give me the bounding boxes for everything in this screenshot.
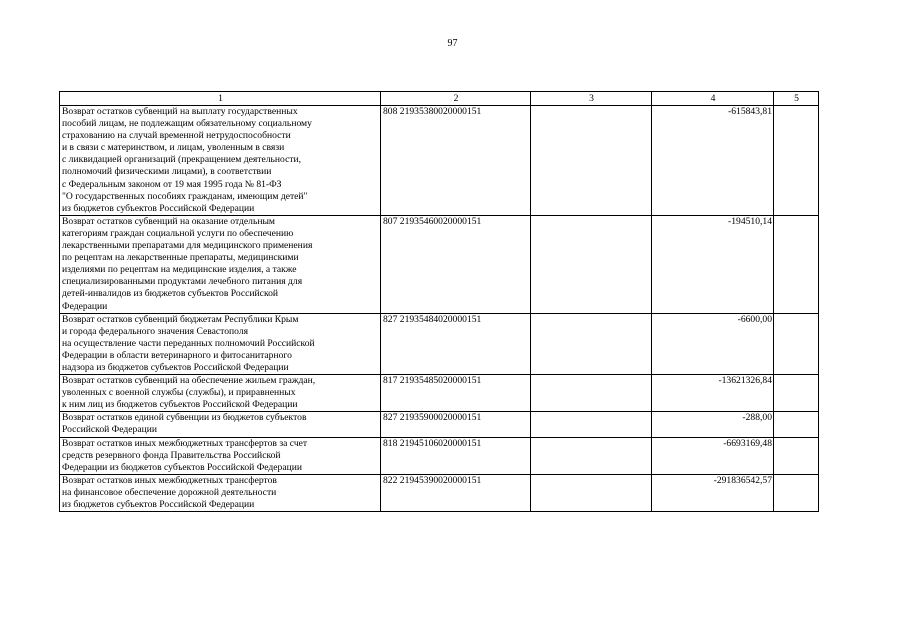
row-col5 (774, 375, 819, 412)
table-row (60, 313, 819, 374)
row-amount: -615843,81 (652, 106, 774, 216)
row-code: 808 21935380020000151 (381, 106, 531, 216)
row-col5 (774, 106, 819, 216)
row-code: 807 21935460020000151 (381, 215, 531, 313)
row-col3 (531, 106, 652, 216)
row-amount: -13621326,84 (652, 375, 774, 412)
table-row (60, 375, 819, 412)
row-col3 (531, 215, 652, 313)
table-row (60, 474, 819, 511)
row-code: 822 21945390020000151 (381, 474, 531, 511)
row-col5 (774, 412, 819, 437)
page-number: 97 (447, 38, 458, 49)
row-name: Возврат остатков субвенций на выплату государственных пособий лицам, не подлежащим обязательному социальному страхованию на случай временной нетрудоспособности и в связи с материнством, и лицам, уволенным в связи с ликвидацией организаций (прекращением деятельности, полномочий физическими лицами), в соответствии с Федеральным законом от 19 мая 1995 года № 81-ФЗ "О государственных пособиях гражданам, имеющим детей" из бюджетов субъектов Российской Федерации (60, 106, 381, 216)
row-amount: -6600,00 (652, 313, 774, 374)
row-name: Возврат остатков субвенций на обеспечение жильем граждан, уволенных с военной службы (службы), и приравненных к ним лиц из бюджетов субъектов Российской Федерации (60, 375, 381, 412)
row-name: Возврат остатков иных межбюджетных трансфертов за счет средств резервного фонда Правительства Российской Федерации из бюджетов субъектов Российской Федерации (60, 437, 381, 474)
row-amount: -288,00 (652, 412, 774, 437)
row-col3 (531, 313, 652, 374)
column-header-2: 2 (381, 92, 531, 106)
table-header-row (60, 92, 819, 106)
row-col3 (531, 474, 652, 511)
table-row (60, 106, 819, 216)
row-col3 (531, 412, 652, 437)
row-name: Возврат остатков единой субвенции из бюджетов субъектов Российской Федерации (60, 412, 381, 437)
row-amount: -194510,14 (652, 215, 774, 313)
row-code: 827 21935900020000151 (381, 412, 531, 437)
row-name: Возврат остатков иных межбюджетных трансфертов на финансовое обеспечение дорожной деятельности из бюджетов субъектов Российской Федерации (60, 474, 381, 511)
row-code: 817 21935485020000151 (381, 375, 531, 412)
row-col3 (531, 437, 652, 474)
row-col5 (774, 437, 819, 474)
row-amount: -291836542,57 (652, 474, 774, 511)
row-amount: -6693169,48 (652, 437, 774, 474)
row-col5 (774, 474, 819, 511)
table-row (60, 437, 819, 474)
column-header-5: 5 (774, 92, 819, 106)
budget-table (59, 91, 819, 512)
row-name: Возврат остатков субвенций бюджетам Республики Крым и города федерального значения Севастополя на осуществление части переданных полномочий Российской Федерации в области ветеринарного и фитосанитарного надзора из бюджетов субъектов Российской Федерации (60, 313, 381, 374)
column-header-4: 4 (652, 92, 774, 106)
row-col5 (774, 215, 819, 313)
row-name: Возврат остатков субвенций на оказание отдельным категориям граждан социальной услуги по обеспечению лекарственными препаратами для медицинского применения по рецептам на лекарственные препараты, медицинскими изделиями по рецептам на медицинские изделия, а также специализированными продуктами лечебного питания для детей-инвалидов из бюджетов субъектов Российской Федерации (60, 215, 381, 313)
row-code: 827 21935484020000151 (381, 313, 531, 374)
column-header-3: 3 (531, 92, 652, 106)
row-col5 (774, 313, 819, 374)
table-row (60, 412, 819, 437)
row-col3 (531, 375, 652, 412)
row-code: 818 21945106020000151 (381, 437, 531, 474)
table-row (60, 215, 819, 313)
column-header-1: 1 (60, 92, 381, 106)
